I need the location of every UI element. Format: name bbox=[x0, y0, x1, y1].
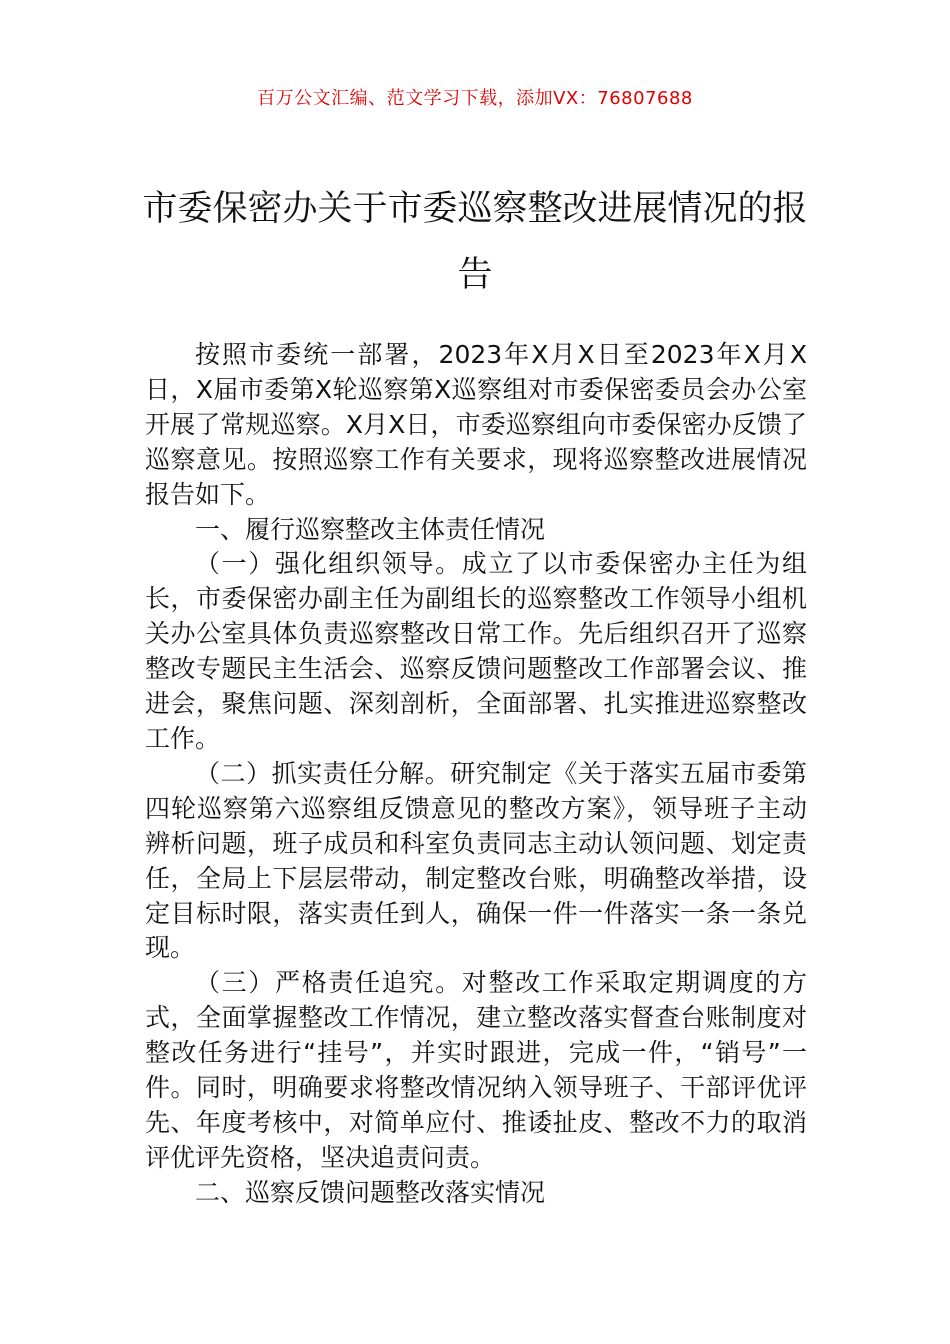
document-title: 市委保密办关于市委巡察整改进展情况的报告 bbox=[142, 189, 808, 295]
intro-paragraph: 按照市委统一部署，2023年X月X日至2023年X月X日，X届市委第X轮巡察第X巡察组对市委保密委员会办公室开展了常规巡察。X月X日，市委巡察组向市委保密办反馈了巡察意见。按照巡察工作有关要求，现将巡察整改进展情况报告如下。 bbox=[145, 340, 807, 509]
paragraph-accountability: （三）严格责任追究。对整改工作采取定期调度的方式，全面掌握整改工作情况，建立整改落实督查台账制度对整改任务进行“挂号”，并实时跟进，完成一件，“销号”一件。同时，明确要求将整改情况纳入领导班子、干部评优评先、年度考核中，对简单应付、推诿扯皮、整改不力的取消评优评先资格，坚决追责问责。 bbox=[145, 968, 807, 1172]
section-heading-1: 一、履行巡察整改主体责任情况 bbox=[195, 514, 546, 544]
paragraph-organization: （一）强化组织领导。成立了以市委保密办主任为组长，市委保密办副主任为副组长的巡察整改工作领导小组机关办公室具体负责巡察整改日常工作。先后组织召开了巡察整改专题民主生活会、巡察反馈问题整改工作部署会议、推进会，聚焦问题、深刻剖析，全面部署、扎实推进巡察整改工作。 bbox=[145, 549, 807, 753]
section-heading-2: 二、巡察反馈问题整改落实情况 bbox=[195, 1177, 546, 1207]
paragraph-responsibility: （二）抓实责任分解。研究制定《关于落实五届市委第四轮巡察第六巡察组反馈意见的整改方案》，领导班子主动辨析问题，班子成员和科室负责同志主动认领问题、划定责任，全局上下层层带动，制定整改台账，明确整改举措，设定目标时限，落实责任到人，确保一件一件落实一条一条兑现。 bbox=[145, 758, 807, 963]
document-body bbox=[145, 338, 807, 1211]
header-watermark-note: 百万公文汇编、范文学习下载，添加VX：76807688 bbox=[257, 88, 693, 109]
